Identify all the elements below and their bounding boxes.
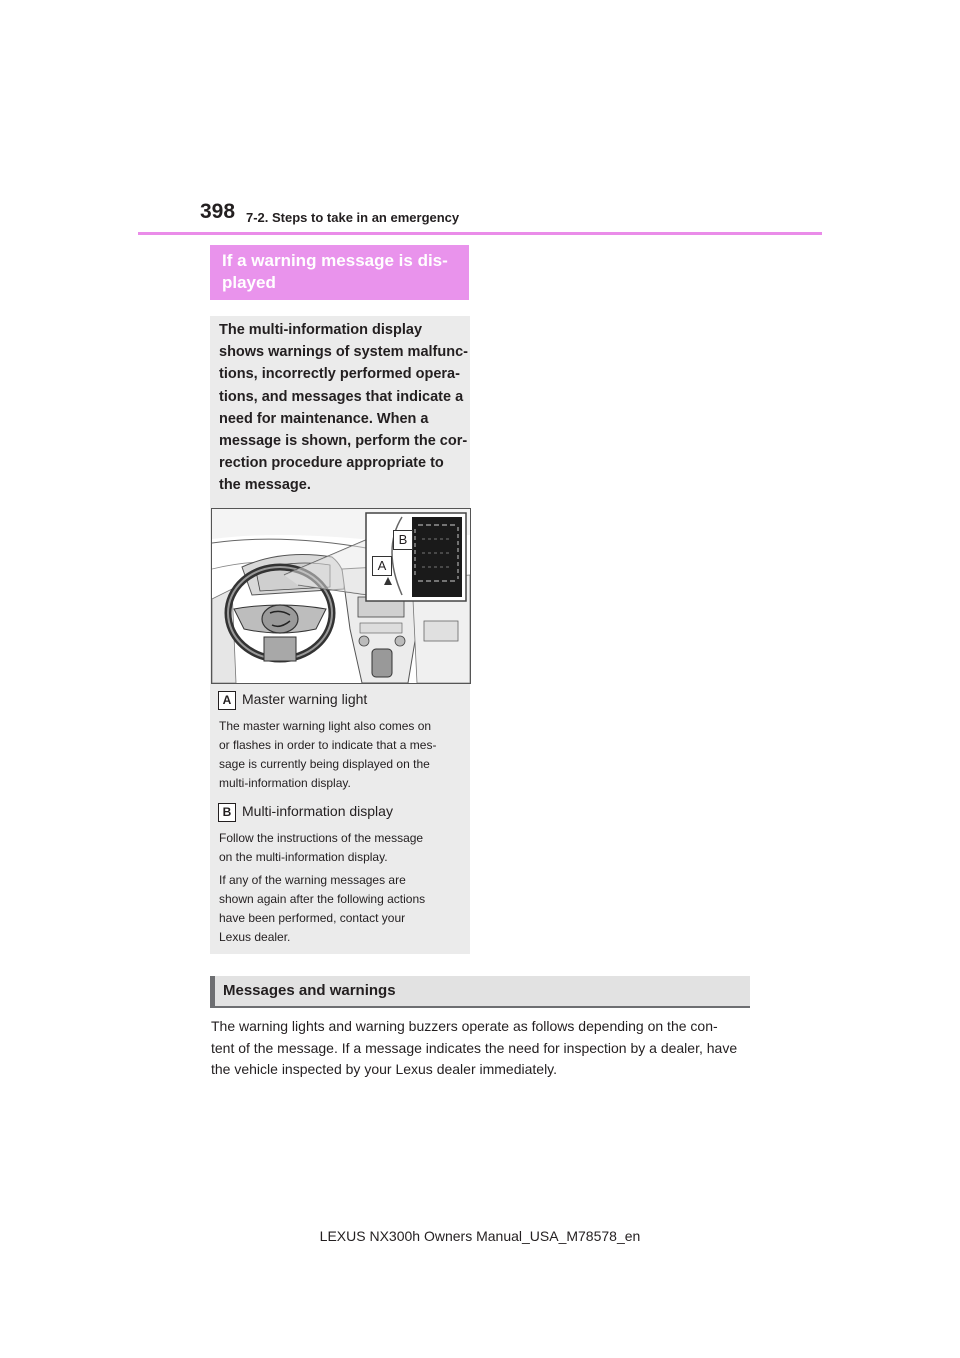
item-a-description-line: or flashes in order to indicate that a mes- xyxy=(219,738,437,752)
item-b-letter: B xyxy=(218,803,236,822)
item-b-note-line: shown again after the following actions xyxy=(219,892,426,906)
intro-line: message is shown, perform the cor- xyxy=(219,433,468,450)
callout-b-marker: B xyxy=(393,530,413,550)
messages-body-line: the vehicle inspected by your Lexus dealer immediately. xyxy=(211,1061,558,1077)
item-b-note xyxy=(219,871,464,947)
item-b-description-line: on the multi-information display. xyxy=(219,850,388,864)
callout-a-marker: A xyxy=(372,556,392,576)
item-b-note-line: have been performed, contact your xyxy=(219,911,406,925)
item-a-description-line: multi-information display. xyxy=(219,776,351,790)
header-rule xyxy=(138,232,822,235)
intro-line: tions, and messages that indicate a xyxy=(219,388,464,405)
section-title: 7-2. Steps to take in an emergency xyxy=(246,210,460,225)
messages-body xyxy=(211,1016,751,1081)
intro-line: The multi-information display xyxy=(219,322,423,338)
item-b-description xyxy=(219,829,464,867)
section-heading-line: If a warning message is dis- xyxy=(222,251,448,270)
item-b-description-line: Follow the instructions of the message xyxy=(219,831,424,845)
item-a-label: Master warning light xyxy=(242,691,368,707)
item-a-description xyxy=(219,717,464,793)
section-heading-line: played xyxy=(222,273,276,292)
intro-text xyxy=(219,319,469,497)
messages-body-line: The warning lights and warning buzzers operate as follows depending on the con- xyxy=(211,1018,718,1034)
intro-line: shows warnings of system malfunc- xyxy=(219,344,468,361)
dashboard-illustration xyxy=(211,508,471,684)
item-a-description-line: The master warning light also comes on xyxy=(219,719,432,733)
item-a-description-line: sage is currently being displayed on the xyxy=(219,757,430,771)
item-b-note-line: If any of the warning messages are xyxy=(219,873,406,887)
messages-heading: Messages and warnings xyxy=(210,976,750,1008)
intro-line: tions, incorrectly performed opera- xyxy=(219,366,460,383)
footer: LEXUS NX300h Owners Manual_USA_M78578_en xyxy=(319,1228,641,1244)
page-number: 398 xyxy=(200,200,236,223)
messages-body-line: tent of the message. If a message indicates the need for inspection by a dealer, have xyxy=(211,1039,738,1056)
intro-line: need for maintenance. When a xyxy=(219,410,429,427)
intro-line: the message. xyxy=(219,477,311,494)
item-a-letter: A xyxy=(218,691,236,710)
item-b-label: Multi-information display xyxy=(242,803,393,819)
item-b-note-line: Lexus dealer. xyxy=(219,930,291,944)
section-heading xyxy=(210,245,469,300)
intro-line: rection procedure appropriate to xyxy=(219,455,444,472)
